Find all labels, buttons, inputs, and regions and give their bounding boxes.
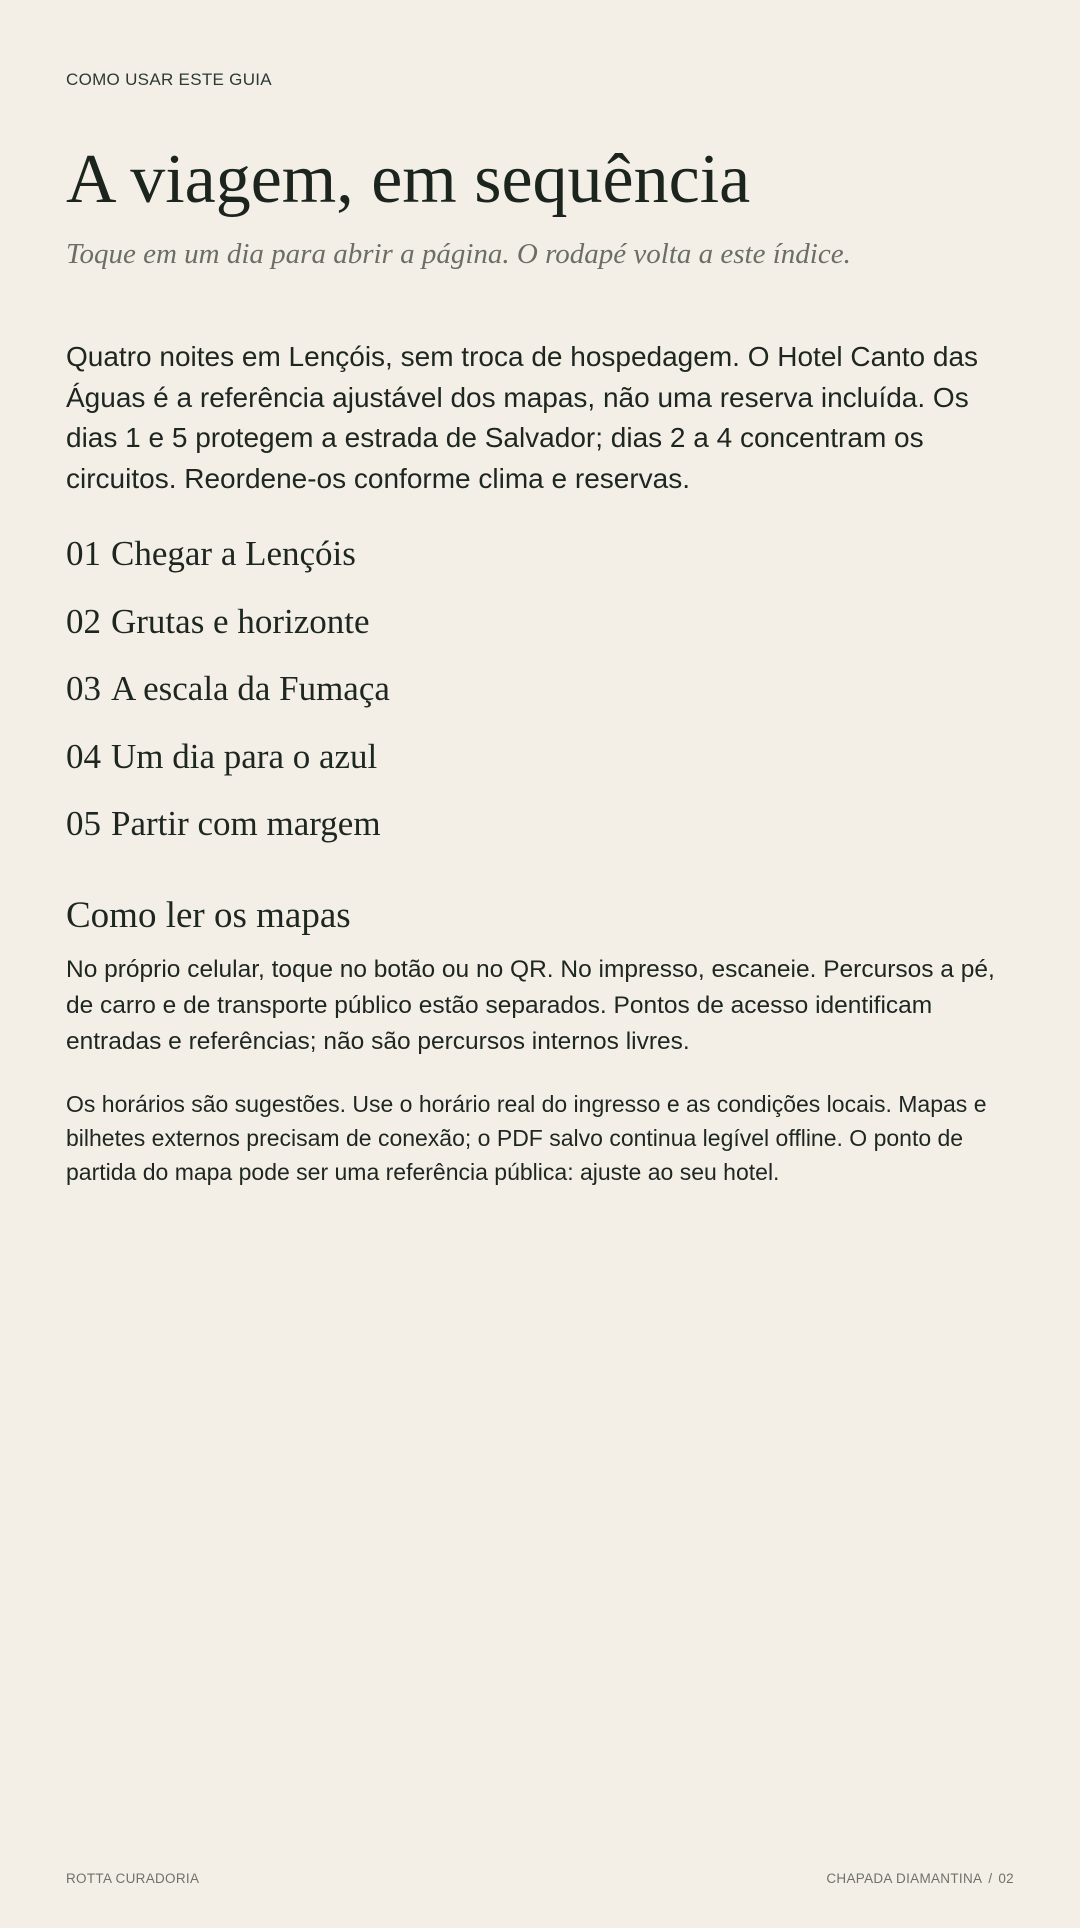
day-label: A escala da Fumaça	[111, 669, 390, 708]
day-link-02[interactable]	[66, 596, 390, 664]
day-number: 02	[66, 601, 101, 641]
day-link-04[interactable]	[66, 731, 390, 799]
day-number: 04	[66, 736, 101, 776]
footer-page-info[interactable]	[826, 1871, 1014, 1886]
day-label: Partir com margem	[111, 804, 381, 843]
day-label: Um dia para o azul	[111, 736, 378, 776]
footer-destination: CHAPADA DIAMANTINA	[826, 1871, 983, 1886]
maps-paragraph-2: Os horários são sugestões. Use o horário real do ingresso e as condições locais. Mapas e bilhetes externos precisam de conexão; o PDF salvo continua legível offline. O ponto de partida do mapa pode ser uma referência pública: ajuste ao seu hotel.	[66, 1091, 987, 1185]
day-link-01[interactable]	[66, 528, 390, 596]
page-subtitle: Toque em um dia para abrir a página. O rodapé volta a este índice.	[66, 238, 851, 270]
day-link-03[interactable]	[66, 663, 390, 731]
day-number: 05	[66, 804, 101, 843]
intro-paragraph: Quatro noites em Lençóis, sem troca de hospedagem. O Hotel Canto das Águas é a referência ajustável dos mapas, não uma reserva incluída. Os dias 1 e 5 protegem a estrada de Salvador; dias 2 a 4 concentram os circuitos. Reordene-os conforme clima e reservas.	[66, 341, 979, 494]
footer-separator: /	[988, 1871, 993, 1886]
day-number: 01	[66, 534, 101, 573]
day-label: Grutas e horizonte	[111, 601, 370, 641]
footer-page-number: 02	[998, 1871, 1014, 1886]
section-eyebrow: COMO USAR ESTE GUIA	[66, 70, 272, 89]
maps-section-title: Como ler os mapas	[66, 895, 351, 936]
maps-paragraph-1: No próprio celular, toque no botão ou no QR. No impresso, escaneie. Percursos a pé, de carro e de transporte público estão separados. Pontos de acesso identificam entradas e referências; não são percursos internos livres.	[66, 956, 995, 1055]
day-label: Chegar a Lençóis	[111, 534, 356, 573]
day-index	[66, 528, 390, 866]
day-link-05[interactable]	[66, 798, 390, 866]
footer-brand: ROTTA CURADORIA	[66, 1871, 200, 1886]
day-number: 03	[66, 669, 101, 708]
page-title: A viagem, em sequência	[66, 141, 751, 218]
